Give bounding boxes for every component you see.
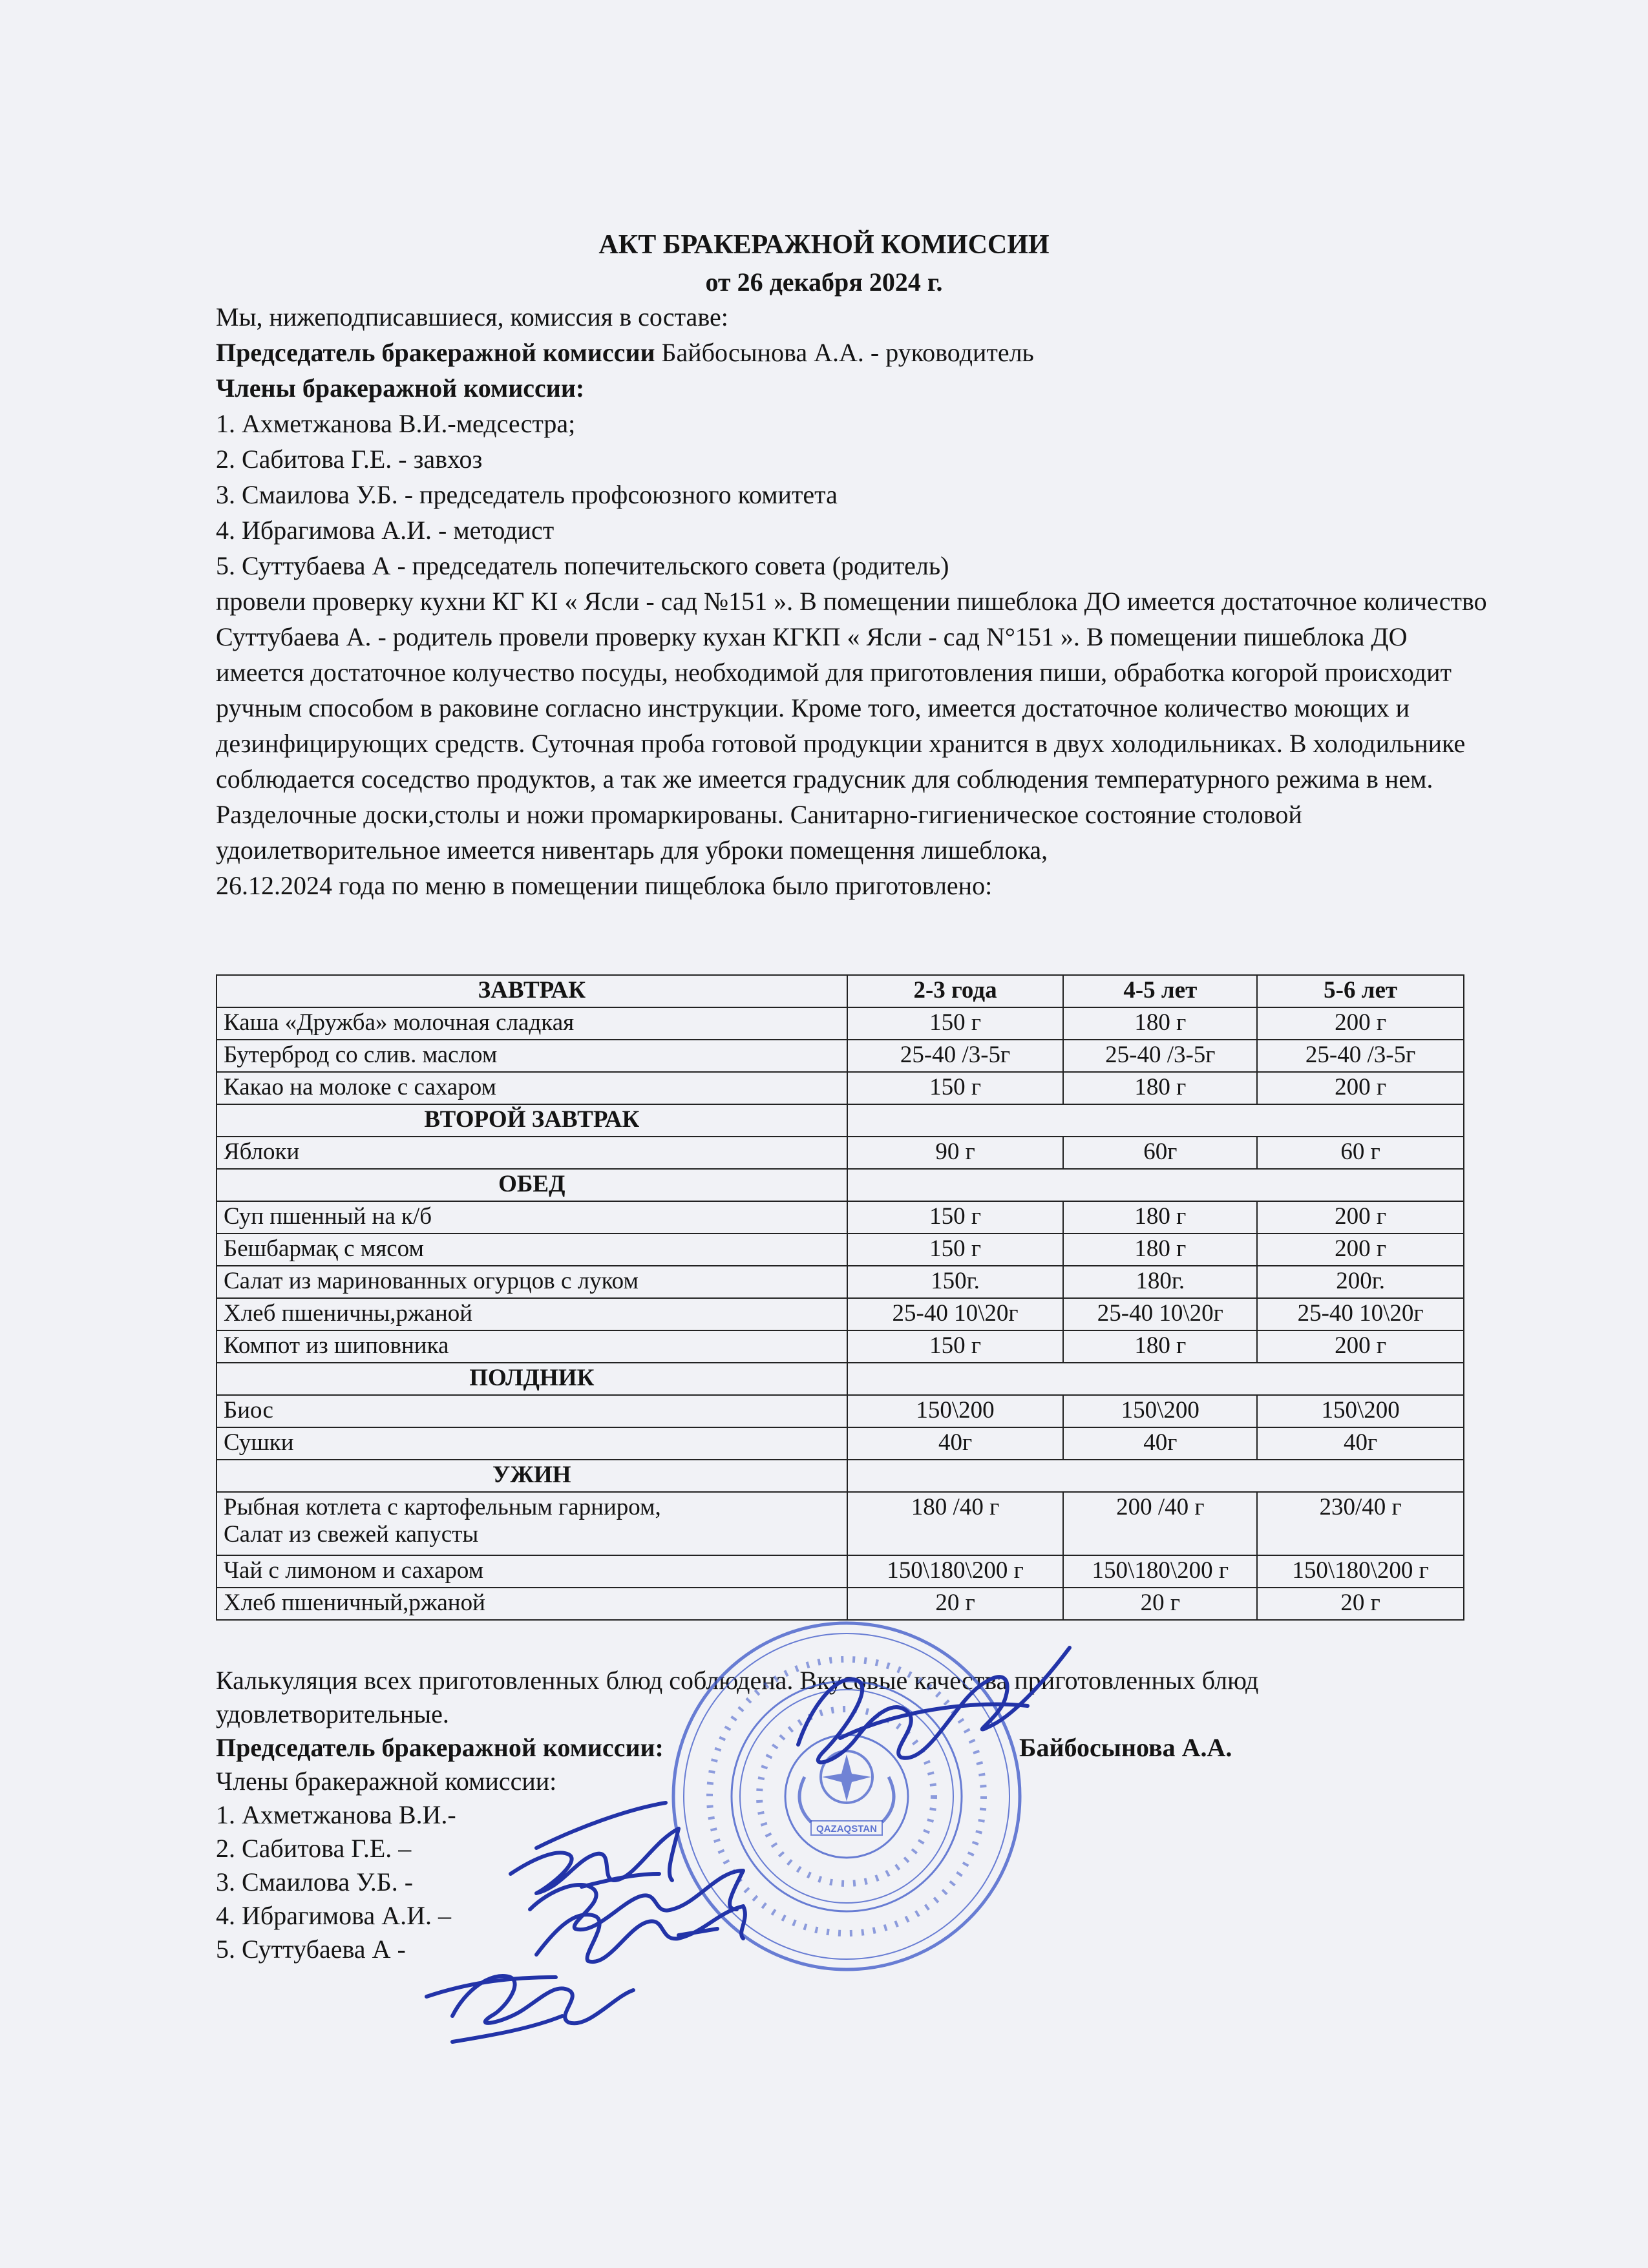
member-line: 5. Суттубаева А - председатель попечительского совета (родитель) [216, 551, 949, 580]
chair-signature-label: Председатель бракеражной комиссии: [216, 1733, 664, 1762]
portion-cell: 20 г [847, 1588, 1064, 1620]
chair-label: Председатель бракеражной комиссии [216, 338, 655, 367]
section-label: ПОЛДНИК [217, 1363, 847, 1395]
portion-cell: 200 /40 г [1063, 1492, 1257, 1555]
portion-cell: 150 г [847, 1072, 1064, 1104]
paragraph-3: 26.12.2024 года по меню в помещении пищеблока было приготовлено: [216, 871, 993, 900]
dish-cell: Чай с лимоном и сахаром [217, 1555, 847, 1588]
portion-cell: 150\180\200 г [847, 1555, 1064, 1588]
portion-cell: 150 г [847, 1330, 1064, 1363]
section-row [217, 1363, 1464, 1395]
portion-cell: 180 г [1063, 1072, 1257, 1104]
portion-cell: 25-40 /3-5г [1257, 1040, 1464, 1072]
portion-cell: 25-40 /3-5г [847, 1040, 1064, 1072]
portion-cell: 180г. [1063, 1266, 1257, 1298]
section-empty [847, 1169, 1464, 1201]
section-empty [847, 1104, 1464, 1137]
paragraph-1: провели проверку кухни КГ KI « Ясли - сад №151 ». В помещении пишеблока ДО имеется достаточное количество [216, 587, 1487, 616]
portion-cell: 200 г [1257, 1234, 1464, 1266]
portion-cell: 150\200 [1257, 1395, 1464, 1427]
portion-cell: 20 г [1257, 1588, 1464, 1620]
member-line: 1. Ахметжанова В.И.-медсестра; [216, 409, 576, 438]
table-row [217, 1007, 1464, 1040]
portion-cell: 200 г [1257, 1201, 1464, 1234]
section-empty [847, 1460, 1464, 1492]
members-label: Члены бракеражной комиссии: [216, 373, 585, 403]
chair-text: Байбосынова А.А. - руководитель [655, 338, 1034, 367]
section-row [217, 1460, 1464, 1492]
portion-cell: 200 г [1257, 1072, 1464, 1104]
portion-cell: 200 г [1257, 1007, 1464, 1040]
dish-cell: Биос [217, 1395, 847, 1427]
dish-cell: Суп пшенный на к/б [217, 1201, 847, 1234]
portion-cell: 25-40 10\20г [1063, 1298, 1257, 1330]
portion-cell: 25-40 10\20г [1257, 1298, 1464, 1330]
member-signature-4-icon [427, 1976, 633, 2042]
portion-cell: 230/40 г [1257, 1492, 1464, 1555]
dish-cell: Хлеб пшеничный,ржаной [217, 1588, 847, 1620]
portion-cell: 25-40 10\20г [847, 1298, 1064, 1330]
table-row [217, 1492, 1464, 1555]
table-row [217, 1298, 1464, 1330]
menu-table [216, 974, 1464, 1621]
section-label: УЖИН [217, 1460, 847, 1492]
members-signature-label: Члены бракеражной комиссии: [216, 1767, 557, 1796]
portion-cell: 150 г [847, 1234, 1064, 1266]
dish-cell: Какао на молоке с сахаром [217, 1072, 847, 1104]
portion-cell: 150\200 [1063, 1395, 1257, 1427]
table-row [217, 1555, 1464, 1588]
portion-cell: 40г [847, 1427, 1064, 1460]
table-row [217, 1266, 1464, 1298]
member-signature-line: 3. Смаилова У.Б. - [216, 1867, 414, 1896]
member-line: 2. Сабитова Г.Е. - завхоз [216, 445, 483, 474]
paragraph-2: Суттубаева А. - родитель провели проверку кухан КГКП « Ясли - сад N°151 ». В помещении пишеблока ДО имеется достаточное колучество посуды, необходимой для приготовления пиши, обработка когорой происходит ручным способом в раковине согласно инструкции. Кроме того, имеется достаточное количество моющих и дезинфицирующих средств. Суточная проба готовой продукции хранится в двух холодильниках. В холодильнике соблюдается соседство продуктов, а так же имеется градусник для соблюдения температурного режима в нем. Разделочные доски,столы и ножи промаркированы. Санитарно-гигиеническое состояние столовой удоилетворительное имеется нивентарь для уброки помещення лишеблока, [216, 622, 1466, 865]
table-header-row [217, 975, 1464, 1007]
document-title: АКТ БРАКЕРАЖНОЙ КОМИССИИ [598, 230, 1050, 260]
conclusion-text: Калькуляция всех приготовленных блюд соблюдена. Вкусовые качества приготовленных блюд удовлетворительные. [216, 1666, 1259, 1728]
header-cell: 5-6 лет [1257, 975, 1464, 1007]
section-empty [847, 1363, 1464, 1395]
portion-cell: 150\200 [847, 1395, 1064, 1427]
table-row [217, 1234, 1464, 1266]
portion-cell: 150\180\200 г [1063, 1555, 1257, 1588]
dish-cell: Бешбармақ с мясом [217, 1234, 847, 1266]
dish-cell: Яблоки [217, 1137, 847, 1169]
portion-cell: 150г. [847, 1266, 1064, 1298]
portion-cell: 25-40 /3-5г [1063, 1040, 1257, 1072]
portion-cell: 40г [1257, 1427, 1464, 1460]
table-row [217, 1201, 1464, 1234]
portion-cell: 200г. [1257, 1266, 1464, 1298]
section-label: ВТОРОЙ ЗАВТРАК [217, 1104, 847, 1137]
table-row [217, 1137, 1464, 1169]
dish-cell: Бутерброд со слив. маслом [217, 1040, 847, 1072]
dish-cell: Хлеб пшеничны,ржаной [217, 1298, 847, 1330]
portion-cell: 150 г [847, 1201, 1064, 1234]
portion-cell: 150 г [847, 1007, 1064, 1040]
portion-cell: 180 г [1063, 1007, 1257, 1040]
member-line: 4. Ибрагимова А.И. - методист [216, 516, 555, 545]
portion-cell: 90 г [847, 1137, 1064, 1169]
stamp-label: QAZAQSTAN [816, 1823, 877, 1834]
header-cell: ЗАВТРАК [217, 975, 847, 1007]
portion-cell: 150\180\200 г [1257, 1555, 1464, 1588]
document-body [216, 299, 1495, 903]
dish-cell [217, 1492, 847, 1555]
table-row [217, 1395, 1464, 1427]
intro-line: Мы, нижеподписавшиеся, комиссия в составе: [216, 302, 728, 331]
chair-signature-name: Байбосынова А.А. [1019, 1733, 1232, 1762]
member-signature-line: 2. Сабитова Г.Е. – [216, 1834, 412, 1863]
portion-cell: 40г [1063, 1427, 1257, 1460]
official-stamp [666, 1615, 1028, 1977]
dish-line: Салат из свежей капусты [224, 1521, 479, 1548]
portion-cell: 180 г [1063, 1201, 1257, 1234]
dish-cell: Сушки [217, 1427, 847, 1460]
portion-cell: 180 г [1063, 1330, 1257, 1363]
header-cell: 4-5 лет [1063, 975, 1257, 1007]
portion-cell: 60г [1063, 1137, 1257, 1169]
table-row [217, 1330, 1464, 1363]
member-line: 3. Смаилова У.Б. - председатель профсоюзного комитета [216, 480, 838, 509]
dish-line: Рыбная котлета с картофельным гарниром, [224, 1494, 661, 1520]
member-signature-line: 1. Ахметжанова В.И.- [216, 1800, 456, 1829]
member-signature-line: 5. Суттубаева А - [216, 1935, 406, 1964]
section-label: ОБЕД [217, 1169, 847, 1201]
dish-cell: Компот из шиповника [217, 1330, 847, 1363]
table-row [217, 1427, 1464, 1460]
table-row [217, 1040, 1464, 1072]
table-row [217, 1072, 1464, 1104]
dish-cell: Каша «Дружба» молочная сладкая [217, 1007, 847, 1040]
portion-cell: 180 г [1063, 1234, 1257, 1266]
member-signature-line: 4. Ибрагимова А.И. – [216, 1901, 452, 1930]
chair-line [216, 335, 1495, 370]
section-row [217, 1104, 1464, 1137]
portion-cell: 60 г [1257, 1137, 1464, 1169]
portion-cell: 20 г [1063, 1588, 1257, 1620]
portion-cell: 200 г [1257, 1330, 1464, 1363]
stamp-emblem-icon [799, 1751, 894, 1822]
document-date: от 26 декабря 2024 г. [705, 268, 943, 297]
section-row [217, 1169, 1464, 1201]
portion-cell: 180 /40 г [847, 1492, 1064, 1555]
header-cell: 2-3 года [847, 975, 1064, 1007]
dish-cell: Салат из маринованных огурцов с луком [217, 1266, 847, 1298]
